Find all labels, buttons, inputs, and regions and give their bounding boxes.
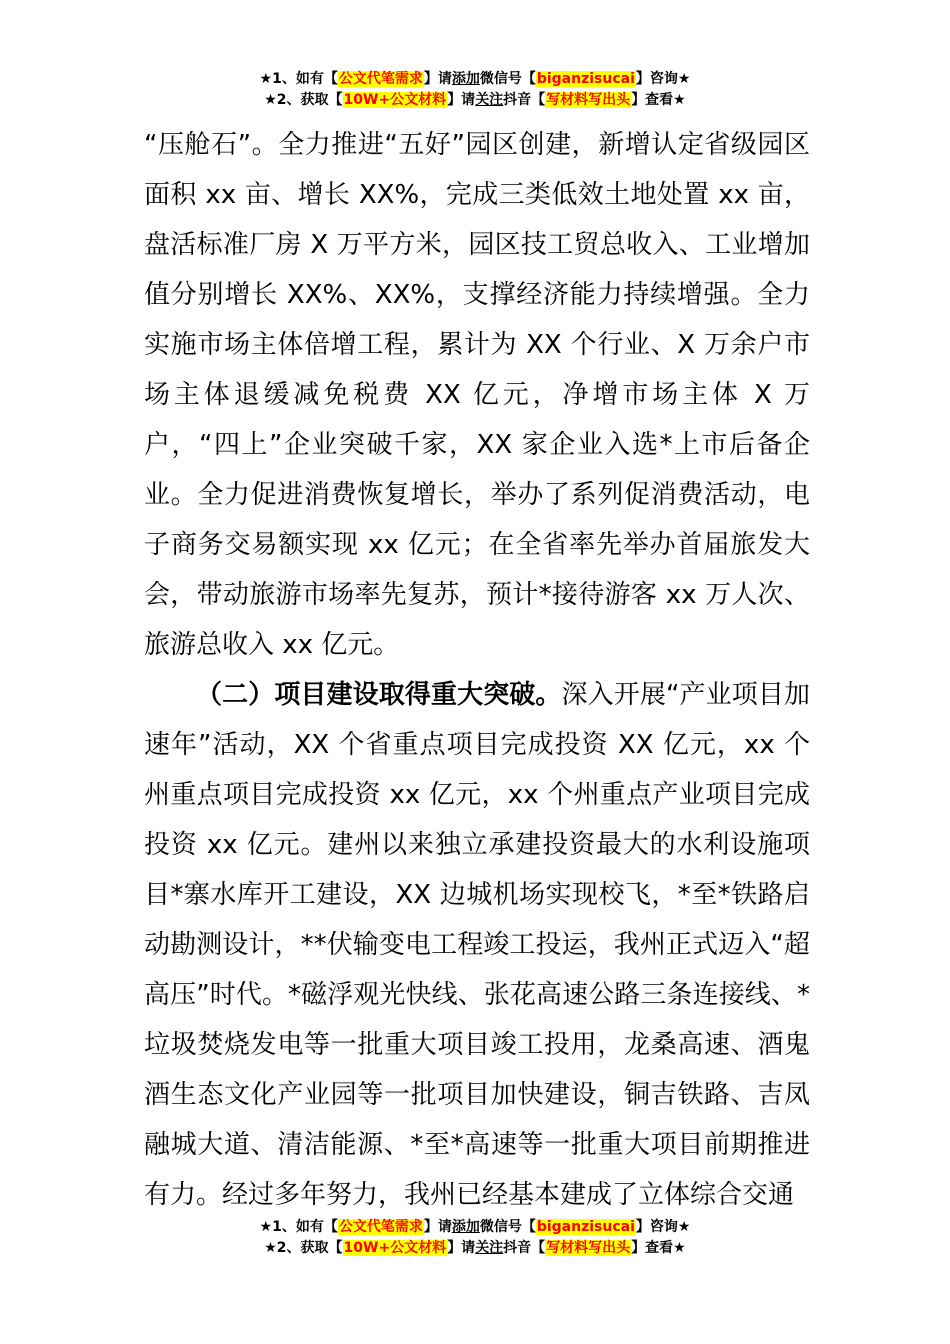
banner-text: 】请 (423, 71, 452, 87)
banner-line-2 (0, 90, 950, 111)
banner-text: 】请 (447, 92, 476, 108)
banner-wechat-id: biganzisucai (536, 71, 635, 87)
banner-underlined-text: 关注 (475, 92, 504, 108)
banner-douyin-id: 写材料写出头 (546, 1240, 631, 1256)
banner-underlined-text: 添加 (451, 1219, 480, 1235)
banner-text: ★2、获取【 (264, 92, 343, 108)
banner-text: 】咨询★ (635, 1219, 691, 1235)
section-heading: （二）项目建设取得重大突破。 (196, 680, 562, 710)
footer-banner (0, 1217, 950, 1259)
paragraph-2 (144, 670, 810, 1220)
banner-highlight: 10W+公文材料 (343, 1240, 447, 1256)
banner-text: 抖音【 (503, 92, 546, 108)
header-banner (0, 69, 950, 111)
banner-text: 】咨询★ (635, 71, 691, 87)
banner-text: 】查看★ (631, 1240, 686, 1256)
banner-text: 】请 (423, 1219, 452, 1235)
banner-highlight: 10W+公文材料 (343, 92, 447, 108)
banner-text: 】查看★ (631, 92, 686, 108)
banner-text: ★1、如有【 (259, 1219, 338, 1235)
document-body (144, 120, 810, 1220)
banner-highlight: 公文代笔需求 (338, 1219, 423, 1235)
banner-text: ★2、获取【 (264, 1240, 343, 1256)
banner-line-1 (0, 1217, 950, 1238)
banner-line-2 (0, 1238, 950, 1259)
banner-underlined-text: 添加 (451, 71, 480, 87)
paragraph-2-body: 深入开展“产业项目加速年”活动，XX 个省重点项目完成投资 XX 亿元，xx 个州重点项目完成投资 xx 亿元，xx 个州重点产业项目完成投资 xx 亿元。建州以来独立承建投资最大的水利设施项目*寨水库开工建设，XX 边城机场实现校飞，*至*铁路启动勘测设计，**伏输变电工程竣工投运，我州正式迈入“超高压”时代。*磁浮观光快线、张花高速公路三条连接线、*垃圾焚烧发电等一批重大项目竣工投用，龙桑高速、酒鬼酒生态文化产业园等一批项目加快建设，铜吉铁路、吉凤融城大道、清洁能源、*至*高速等一批重大项目前期推进有力。经过多年努力，我州已经基本建成了立体综合交通 (144, 680, 810, 1210)
banner-text: 】请 (447, 1240, 476, 1256)
paragraph-1: “压舱石”。全力推进“五好”园区创建，新增认定省级园区面积 xx 亩、增长 XX%，完成三类低效土地处置 xx 亩，盘活标准厂房 X 万平方米，园区技工贸总收入、工业增加值分别增长 XX%、XX%，支撑经济能力持续增强。全力实施市场主体倍增工程，累计为 XX 个行业、X 万余户市场主体退缓减免税费 XX 亿元，净增市场主体 X 万户，“四上”企业突破千家，XX 家企业入选*上市后备企业。全力促进消费恢复增长，举办了系列促消费活动，电子商务交易额实现 xx 亿元；在全省率先举办首届旅发大会，带动旅游市场率先复苏，预计*接待游客 xx 万人次、旅游总收入 xx 亿元。 (144, 130, 810, 660)
banner-wechat-id: biganzisucai (536, 1219, 635, 1235)
banner-highlight: 公文代笔需求 (338, 71, 423, 87)
banner-text: 抖音【 (503, 1240, 546, 1256)
banner-text: 微信号【 (479, 71, 536, 87)
banner-underlined-text: 关注 (475, 1240, 504, 1256)
banner-douyin-id: 写材料写出头 (546, 92, 631, 108)
banner-text: ★1、如有【 (259, 71, 338, 87)
banner-text: 微信号【 (479, 1219, 536, 1235)
banner-line-1 (0, 69, 950, 90)
